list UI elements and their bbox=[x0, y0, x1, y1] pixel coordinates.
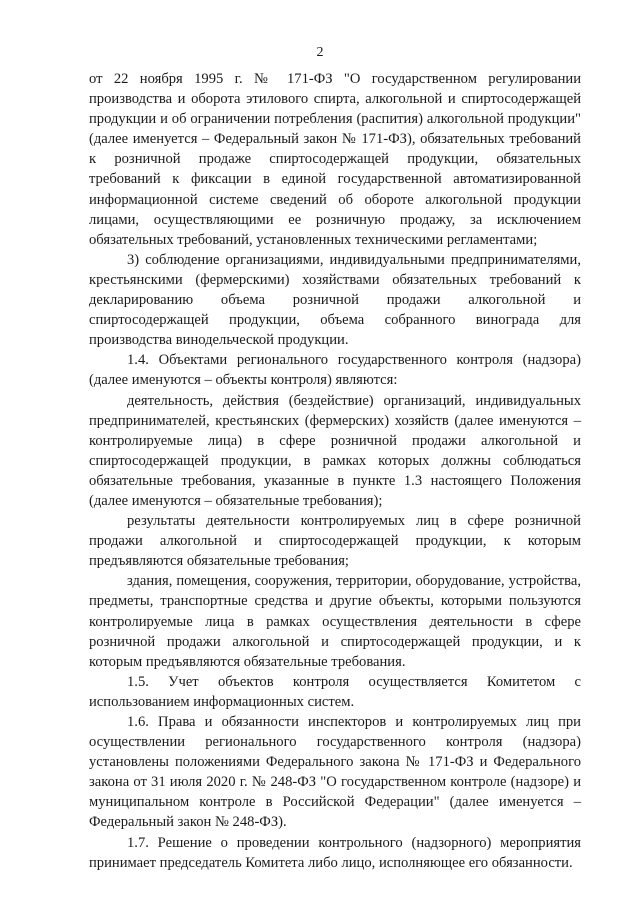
page-number: 2 bbox=[316, 45, 324, 60]
paragraph-activity: деятельность, действия (бездействие) организаций, индивидуальных предпринимателей, крестьянских (фермерских) хозяйств (далее именуются – контролируемые лица) в сфере розничной продажи алкогольной и спиртосодержащей продукции, в рамках которых должны соблюдаться обязательные требования, указанные в пункте 1.3 настоящего Положения (далее именуются – обязательные требования); bbox=[89, 392, 581, 509]
document-body bbox=[89, 69, 581, 873]
paragraph-continuation: от 22 ноября 1995 г. № 171-ФЗ "О государственном регулировании производства и оборота этилового спирта, алкогольной и спиртосодержащей продукции и об ограничении потребления (распития) алкогольной продукции" (далее именуется – Федеральный закон № 171-ФЗ), обязательных требований к розничной продаже спиртосодержащей продукции, обязательных требований к фиксации в единой государственной автоматизированной информационной системе сведений об обороте алкогольной продукции лицами, осуществляющими ее розничную продажу, за исключением обязательных требований, установленных техническими регламентами; bbox=[89, 71, 581, 248]
paragraph-1-7: 1.7. Решение о проведении контрольного (надзорного) мероприятия принимает председатель Комитета либо лицо, исполняющее его обязанности. bbox=[89, 834, 581, 871]
paragraph-results: результаты деятельности контролируемых лиц в сфере розничной продажи алкогольной и спиртосодержащей продукции, к которым предъявляются обязательные требования; bbox=[89, 513, 581, 570]
paragraph-1-4: 1.4. Объектами регионального государственного контроля (надзора) (далее именуются – объекты контроля) являются: bbox=[89, 352, 581, 389]
paragraph-item-3: 3) соблюдение организациями, индивидуальными предпринимателями, крестьянскими (фермерскими) хозяйствами обязательных требований к декларированию объема розничной продажи алкогольной и спиртосодержащей продукции, объема собранного винограда для производства винодельческой продукции. bbox=[89, 251, 581, 349]
paragraph-buildings: здания, помещения, сооружения, территории, оборудование, устройства, предметы, транспортные средства и другие объекты, которыми пользуются контролируемые лица в рамках осуществления деятельности в сфере розничной продажи алкогольной и спиртосодержащей продукции, и к которым предъявляются обязательные требования. bbox=[89, 573, 581, 670]
paragraph-1-6: 1.6. Права и обязанности инспекторов и контролируемых лиц при осуществлении регионального государственного контроля (надзора) установлены положениями Федерального закона № 171-ФЗ и Федерального закона от 31 июля 2020 г. № 248-ФЗ "О государственном контроле (надзоре) и муниципальном контроле в Российской Федерации" (далее именуется – Федеральный закон № 248-ФЗ). bbox=[89, 714, 581, 831]
paragraph-1-5: 1.5. Учет объектов контроля осуществляется Комитетом с использованием информационных систем. bbox=[89, 673, 581, 710]
